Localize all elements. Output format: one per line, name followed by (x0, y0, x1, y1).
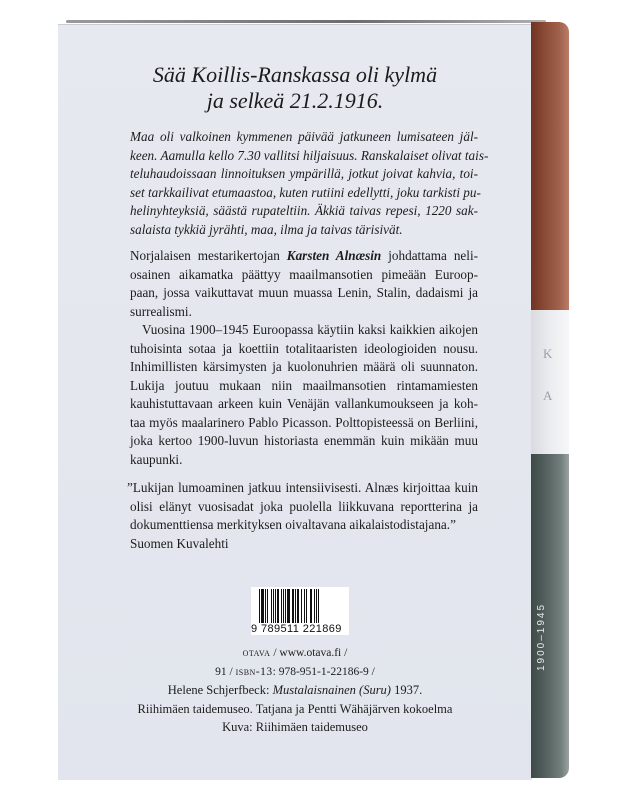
review-line: dokumenttiensa merkityksen oivaltavana aikalaistodistajana.” (130, 517, 456, 532)
blurb-line: Vuosina 1900–1945 Euroopassa käytiin kaksi kaikkien aikojen (142, 322, 478, 337)
publisher-line (58, 644, 532, 663)
barcode-bars (259, 589, 345, 623)
book-spine (531, 22, 569, 778)
barcode-bar (319, 589, 320, 623)
heading-line: Sää Koillis-Ranskassa oli kylmä (152, 62, 438, 87)
review-line: ”Lukijan lumoaminen jatkuu intensiivisesti. Alnæs kirjoittaa kuin (127, 480, 478, 495)
isbn-value: : 978-951-1-22186-9 / (272, 665, 375, 678)
publisher-name: otava (242, 647, 271, 659)
review-source: Suomen Kuvalehti (130, 535, 229, 551)
spine-white-band (531, 310, 569, 454)
artwork-year: 1937. (390, 683, 423, 697)
collection-line: Riihimäen taidemuseo. Tatjana ja Pentti Wähäjärven kokoelma (137, 701, 453, 716)
isbn-label: isbn-13 (235, 665, 273, 678)
excerpt-line: helinyhteyksiä, säästä rupateltiin. Äkkiä taivas repesi, 1220 sak- (130, 203, 478, 218)
blurb-text: Norjalaisen mestarikertojan (130, 248, 287, 263)
spine-title-letter: A (543, 388, 553, 403)
blurb-line: kaupunki. (130, 451, 183, 467)
spine-title-letter: K (543, 346, 553, 361)
isbn-barcode (251, 587, 349, 635)
blurb-line: surrealismi. (130, 303, 192, 319)
blurb-line: paan, jossa vaikuttavat muun muassa Lenin, Stalin, dadaismi ja (130, 285, 478, 300)
author-name: Karsten Alnæsin (286, 248, 382, 263)
blurb-text: johdattama neli- (381, 248, 479, 263)
excerpt-line: Maa oli valkoinen kymmenen päivää jatkuneen lumisateen jäl- (130, 129, 478, 144)
review-quote (127, 479, 478, 553)
barcode-digits: 9 789511 221869 (251, 623, 342, 635)
blurb-line (130, 247, 478, 266)
publisher-url: / www.otava.fi / (270, 647, 348, 659)
artwork-title: Mustalaisnainen (Suru) (272, 683, 391, 697)
excerpt-line: salaista tykkiä jyrähti, maa, ilma ja taivas tärisivät. (130, 221, 403, 237)
blurb-paragraph-2 (130, 321, 478, 469)
imprint-block (58, 644, 532, 737)
spine-years: 1900–1945 (536, 602, 547, 672)
blurb-line: taa myös maalarinero Pablo Picasson. Polttopisteessä on Berliini, (130, 414, 478, 430)
excerpt-paragraph (130, 128, 489, 239)
blurb-line: joka kertoo 1900-luvun historiasta enemmän kuin mikään muu (130, 433, 478, 448)
blurb-line: Inhimillisten kärsimysten ja kuolonuhrien määrä oli suunnaton. (130, 359, 478, 374)
heading-line: ja selkeä 21.2.1916. (206, 88, 384, 113)
review-line: olisi elänyt vuosisadat joka puolella liikkuvana reportterina ja (130, 498, 478, 514)
cover-heading (58, 62, 532, 114)
excerpt-line: teluhaudoissaan linnoituksen ympärillä, jotkut joivat kahvia, toi- (130, 166, 478, 181)
book-top-edge (66, 20, 546, 23)
blurb-line: tuhoisinta sotaa ja koettiin totalitaaristen ideologioiden nousu. (130, 340, 478, 356)
blurb-line: osainen aikamatka päättyy maailmansotien pimeään Euroop- (130, 266, 478, 282)
excerpt-line: keen. Aamulla kello 7.30 vallitsi hiljaisuus. Ranskalaiset olivat tais- (130, 147, 489, 163)
photo-credit: Kuva: Riihimäen taidemuseo (222, 720, 368, 734)
excerpt-line: set tarkkailivat etumaastoa, kuten rutiini edellytti, joku tarkisti pu- (130, 184, 481, 200)
artist: Helene Schjerfbeck: (167, 683, 273, 697)
spine-brown-band (531, 22, 569, 310)
cover-art-credit (58, 681, 532, 700)
blurb-line: kauhistuttavaan arkeen kuin Venäjän vallankumoukseen ja koh- (130, 396, 478, 411)
blurb-line: Lukija joutuu mukaan niin maailmansotien rintamamiesten (130, 377, 478, 393)
isbn-prefix: 91 / (215, 665, 236, 678)
isbn-line (58, 663, 532, 682)
blurb-paragraph-1 (130, 247, 478, 321)
